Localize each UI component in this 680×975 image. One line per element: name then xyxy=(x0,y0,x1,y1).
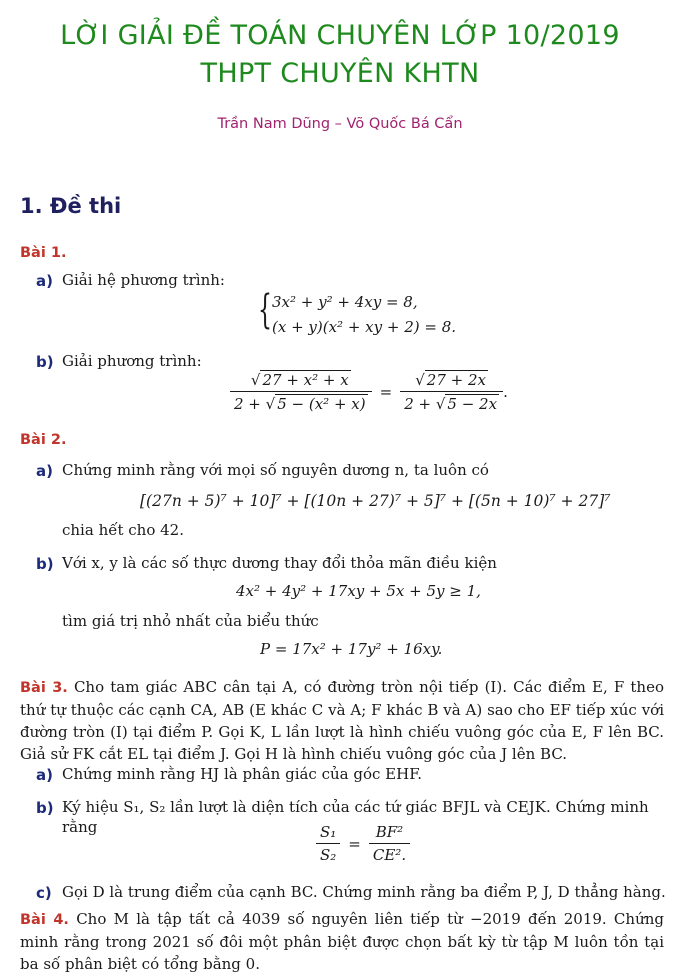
bai1-b-rhs-fraction: $\frac{√ 27 + 2x}{2 + √ 5 - 2x}$ xyxy=(400,370,503,413)
bai3-b-left-fraction xyxy=(316,823,340,864)
bai2-a-text: Chứng minh rằng với mọi số nguyên dương n, ta luôn có xyxy=(62,461,489,479)
bai3-intro: Cho tam giác ABC cân tại A, có đường tròn nội tiếp (I). Các điểm E, F theo thứ tự thuộc các cạnh CA, AB (E khác C và A; F khác B và A) sao cho EF tiếp xúc với đường tròn (I) tại điểm P. Gọi K, L lần lượt là hình chiếu vuông góc của E, F lên BC. Giả sử FK cắt EL tại điểm J. Gọi H là hình chiếu vuông góc của J lên BC. xyxy=(20,678,664,763)
bai1-b-lhs-den-a: 2 + xyxy=(234,395,266,413)
bai4-text: Cho M là tập tất cả 4039 số nguyên liên tiếp từ −2019 đến 2019. Chứng minh rằng trong 2021 số đôi một phân biệt được chọn bất kỳ từ tập M luôn tồn tại ba số phân biệt có tổng bằng 0. xyxy=(20,910,664,973)
bai3-b-label: b) xyxy=(36,799,54,817)
document-title-line2: THPT CHUYÊN KHTN xyxy=(200,58,480,89)
equals-sign: = xyxy=(379,382,393,401)
bai1-b-label: b) xyxy=(36,353,54,371)
bai1-b-rhs-den-b: 5 − 2x xyxy=(447,395,498,413)
bai3-c-label: c) xyxy=(36,884,52,902)
system-brace: { xyxy=(258,287,272,333)
ratio-equals: = xyxy=(348,834,361,853)
bai3-b-ratio xyxy=(316,823,410,864)
bai2-a-expression: [(27n + 5)⁷ + 10]⁷ + [(10n + 27)⁷ + 5]⁷ + [(5n + 10)⁷ + 27]⁷ xyxy=(140,492,611,510)
bai2-a-tail: chia hết cho 42. xyxy=(62,521,184,539)
bai1-b-lhs-num: 27 + x² + x xyxy=(262,371,349,389)
bai3-a-text: Chứng minh rằng HJ là phân giác của góc EHF. xyxy=(62,765,423,783)
bai1-b-equation: $\frac{\text{√ 27 + x² + x}}{\text{2 + √ 5 − (x² + x)}}$ = $\frac{√ 27 + 2x}{2 + √ 5 - 2x}$ . xyxy=(230,370,508,413)
bai1-a-text: Giải hệ phương trình: xyxy=(62,271,225,289)
bai3-b-left-num: S₁ xyxy=(316,823,340,844)
bai1-a-eq2: (x + y)(x² + xy + 2) = 8. xyxy=(272,318,457,336)
bai2-label: Bài 2. xyxy=(20,432,67,448)
bai3-c-text: Gọi D là trung điểm của cạnh BC. Chứng minh rằng ba điểm P, J, D thẳng hàng. xyxy=(62,883,666,901)
bai1-b-rhs-den-a: 2 + xyxy=(404,395,436,413)
bai3-b-left-den: S₂ xyxy=(320,846,337,864)
bai1-label: Bài 1. xyxy=(20,245,67,261)
bai3-b-right-fraction xyxy=(369,823,410,864)
authors: Trần Nam Dũng – Võ Quốc Bá Cẩn xyxy=(217,116,463,132)
bai1-b-rhs-num: 27 + 2x xyxy=(426,371,486,389)
bai2-a-label: a) xyxy=(36,462,53,480)
bai1-b-lhs-den-b: 5 − (x² + x) xyxy=(277,395,366,413)
bai1-a-eq1: 3x² + y² + 4xy = 8, xyxy=(272,293,418,311)
bai2-b-label: b) xyxy=(36,555,54,573)
bai3-b-right-den: CE². xyxy=(372,846,407,864)
bai2-b-text: Với x, y là các số thực dương thay đổi thỏa mãn điều kiện xyxy=(62,554,497,572)
bai3-a-label: a) xyxy=(36,766,53,784)
bai4-label: Bài 4. xyxy=(20,912,69,928)
bai2-b-expression: P = 17x² + 17y² + 16xy. xyxy=(260,640,443,658)
bai3-b-text: Ký hiệu S₁, S₂ lần lượt là diện tích của các tứ giác BFJL và CEJK. Chứng minh rằng xyxy=(62,798,649,836)
bai1-b-lhs-fraction: $\frac{\text{√ 27 + x² + x}}{\text{2 + √ 5 − (x² + x)}}$ xyxy=(230,370,372,413)
document-title-line1: LỜI GIẢI ĐỀ TOÁN CHUYÊN LỚP 10/2019 xyxy=(60,20,620,51)
bai2-b-find: tìm giá trị nhỏ nhất của biểu thức xyxy=(62,612,319,630)
bai3-b-right-num: BF² xyxy=(369,823,410,844)
bai3-paragraph xyxy=(20,676,664,765)
bai4-paragraph xyxy=(20,908,664,975)
bai1-a-label: a) xyxy=(36,272,53,290)
section-heading: 1. Đề thi xyxy=(20,194,122,218)
bai2-b-condition: 4x² + 4y² + 17xy + 5x + 5y ≥ 1, xyxy=(236,582,481,600)
bai1-b-text: Giải phương trình: xyxy=(62,352,202,370)
bai3-label: Bài 3. xyxy=(20,680,68,696)
